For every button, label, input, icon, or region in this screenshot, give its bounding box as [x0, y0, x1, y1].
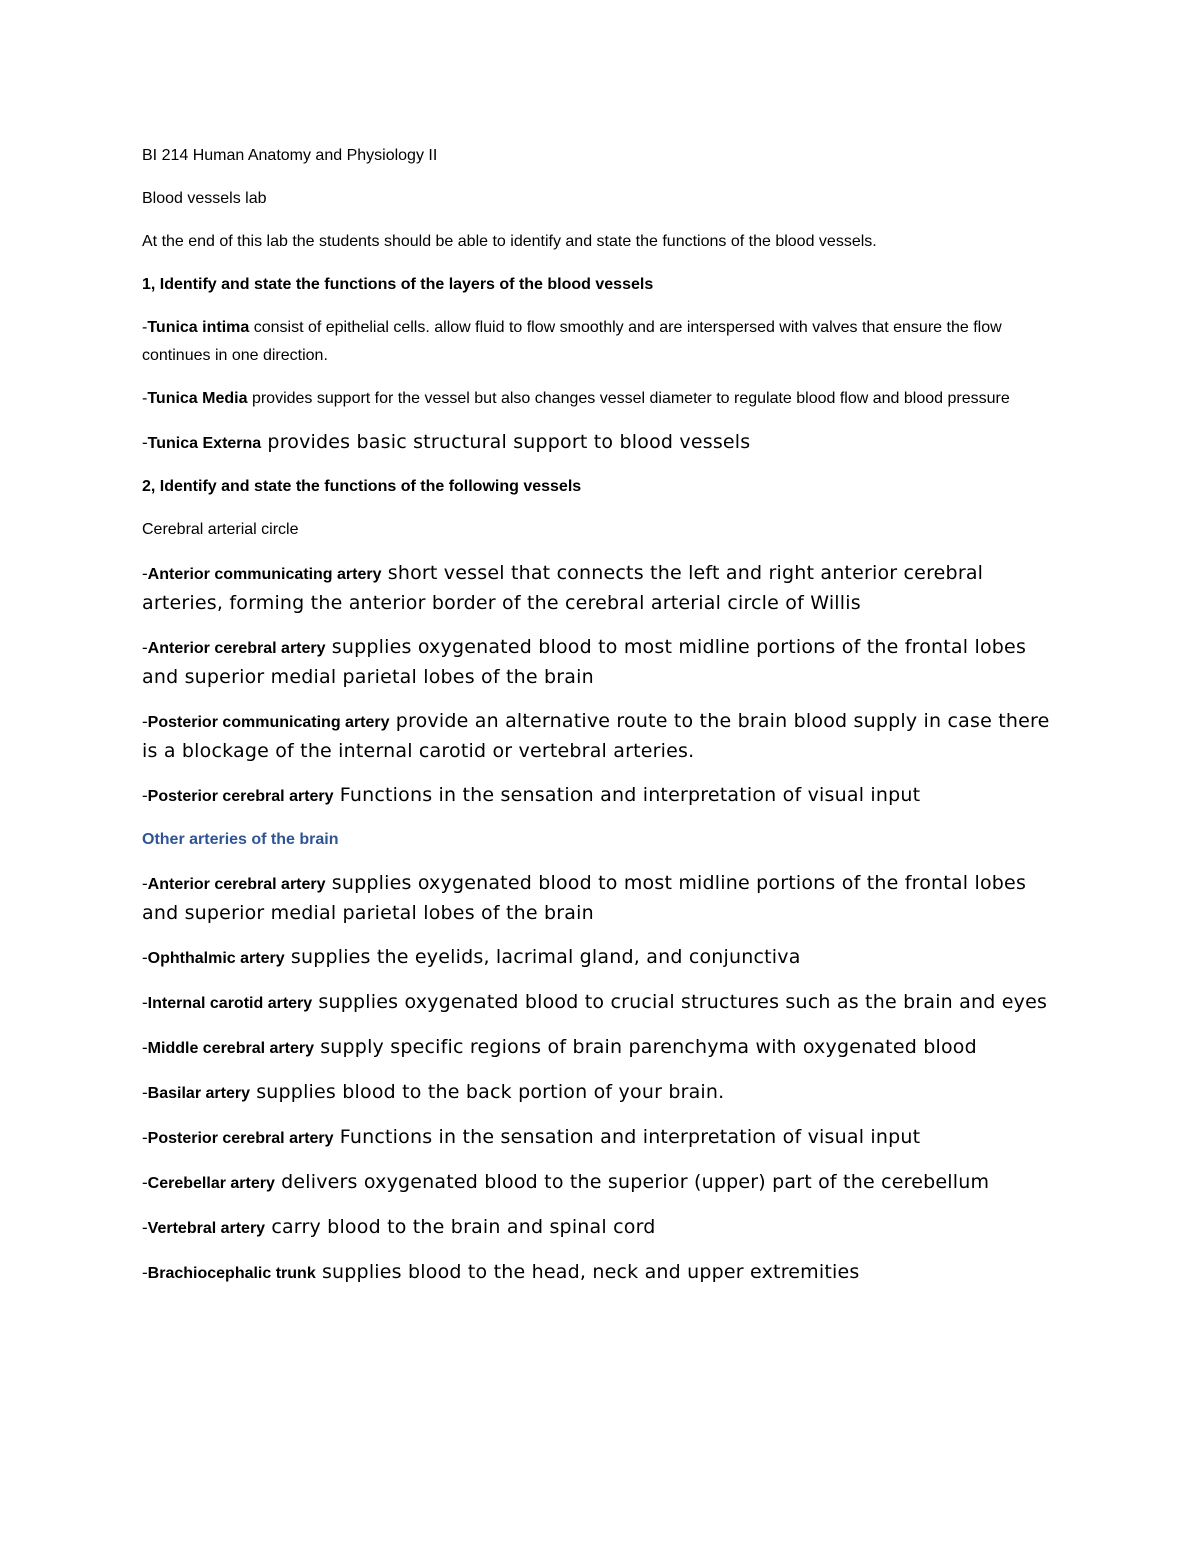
dash: -	[142, 948, 148, 967]
layer-description: consist of epithelial cells. allow fluid to flow smoothly and are interspersed with valves that ensure the flow continues in one direction.	[142, 319, 1002, 364]
dash: -	[142, 1173, 148, 1192]
layer-tunica-externa	[142, 428, 1062, 458]
vessel-ophthalmic-artery	[142, 943, 1062, 973]
vessel-description: provide an alternative route to the brain blood supply in case there is a blockage of the internal carotid or vertebral arteries.	[142, 710, 1050, 762]
vessel-description: carry blood to the brain and spinal cord	[265, 1216, 656, 1238]
vessel-description: supplies blood to the head, neck and upper extremities	[315, 1261, 860, 1283]
layer-description: provides support for the vessel but also changes vessel diameter to regulate blood flow and blood pressure	[247, 390, 1010, 407]
vessel-description: supplies the eyelids, lacrimal gland, and conjunctiva	[284, 946, 801, 968]
vessel-description: supplies oxygenated blood to crucial structures such as the brain and eyes	[312, 991, 1048, 1013]
dash: -	[142, 712, 148, 731]
vessel-anterior-cerebral-artery	[142, 633, 1062, 692]
vessel-term: Anterior communicating artery	[147, 566, 382, 583]
section-1-heading: 1, Identify and state the functions of the layers of the blood vessels	[142, 276, 654, 293]
dash: -	[142, 390, 148, 407]
vessel-brachiocephalic-trunk	[142, 1258, 1062, 1288]
vessel-term: Posterior cerebral artery	[147, 788, 334, 805]
layer-term: Tunica Media	[147, 390, 248, 407]
vessel-vertebral-artery	[142, 1213, 1062, 1243]
dash: -	[142, 1263, 148, 1282]
vessel-term: Internal carotid artery	[147, 995, 313, 1012]
layer-term: Tunica Externa	[147, 435, 262, 452]
dash: -	[142, 874, 148, 893]
vessel-basilar-artery	[142, 1078, 1062, 1108]
vessel-posterior-cerebral-artery	[142, 781, 1062, 811]
dash: -	[142, 993, 148, 1012]
vessel-term: Posterior cerebral artery	[147, 1130, 334, 1147]
document-body	[142, 142, 1062, 1303]
subsection-cerebral-arterial-circle: Cerebral arterial circle	[142, 521, 299, 538]
vessel-description: Functions in the sensation and interpretation of visual input	[333, 784, 921, 806]
other-arteries-heading: Other arteries of the brain	[142, 831, 339, 848]
vessel-term: Ophthalmic artery	[147, 950, 285, 967]
vessel-description: short vessel that connects the left and right anterior cerebral arteries, forming the anterior border of the cerebral arterial circle of Willis	[142, 562, 984, 614]
vessel-term: Anterior cerebral artery	[147, 640, 326, 657]
dash: -	[142, 433, 148, 452]
vessel-term: Posterior communicating artery	[147, 714, 390, 731]
vessel-internal-carotid-artery	[142, 988, 1062, 1018]
layer-tunica-media	[142, 385, 1062, 413]
vessel-anterior-cerebral-artery-2	[142, 869, 1062, 928]
dash: -	[142, 638, 148, 657]
dash: -	[142, 564, 148, 583]
vessel-description: supplies blood to the back portion of your brain.	[249, 1081, 725, 1103]
dash: -	[142, 1038, 148, 1057]
vessel-term: Middle cerebral artery	[147, 1040, 314, 1057]
section-2-heading: 2, Identify and state the functions of the following vessels	[142, 478, 582, 495]
objective-text: At the end of this lab the students should be able to identify and state the functions of the blood vessels.	[142, 233, 877, 250]
vessel-middle-cerebral-artery	[142, 1033, 1062, 1063]
dash: -	[142, 1083, 148, 1102]
dash: -	[142, 1218, 148, 1237]
vessel-term: Anterior cerebral artery	[147, 876, 326, 893]
vessel-description: delivers oxygenated blood to the superior (upper) part of the cerebellum	[274, 1171, 990, 1193]
layer-description: provides basic structural support to blood vessels	[261, 431, 751, 453]
layer-tunica-intima	[142, 314, 1062, 370]
vessel-term: Vertebral artery	[147, 1220, 266, 1237]
vessel-description: Functions in the sensation and interpretation of visual input	[333, 1126, 921, 1148]
vessel-term: Brachiocephalic trunk	[147, 1265, 316, 1282]
vessel-posterior-cerebral-artery-2	[142, 1123, 1062, 1153]
vessel-description: supply specific regions of brain parenchyma with oxygenated blood	[313, 1036, 977, 1058]
dash: -	[142, 319, 148, 336]
course-title: BI 214 Human Anatomy and Physiology II	[142, 147, 438, 164]
vessel-term: Cerebellar artery	[147, 1175, 275, 1192]
layer-term: Tunica intima	[147, 319, 250, 336]
vessel-term: Basilar artery	[147, 1085, 250, 1102]
dash: -	[142, 786, 148, 805]
dash: -	[142, 1128, 148, 1147]
vessel-posterior-communicating-artery	[142, 707, 1062, 766]
vessel-anterior-communicating-artery	[142, 559, 1062, 618]
vessel-description: supplies oxygenated blood to most midline portions of the frontal lobes and superior medial parietal lobes of the brain	[142, 636, 1027, 688]
vessel-cerebellar-artery	[142, 1168, 1062, 1198]
vessel-description: supplies oxygenated blood to most midline portions of the frontal lobes and superior medial parietal lobes of the brain	[142, 872, 1027, 924]
lab-title: Blood vessels lab	[142, 190, 267, 207]
